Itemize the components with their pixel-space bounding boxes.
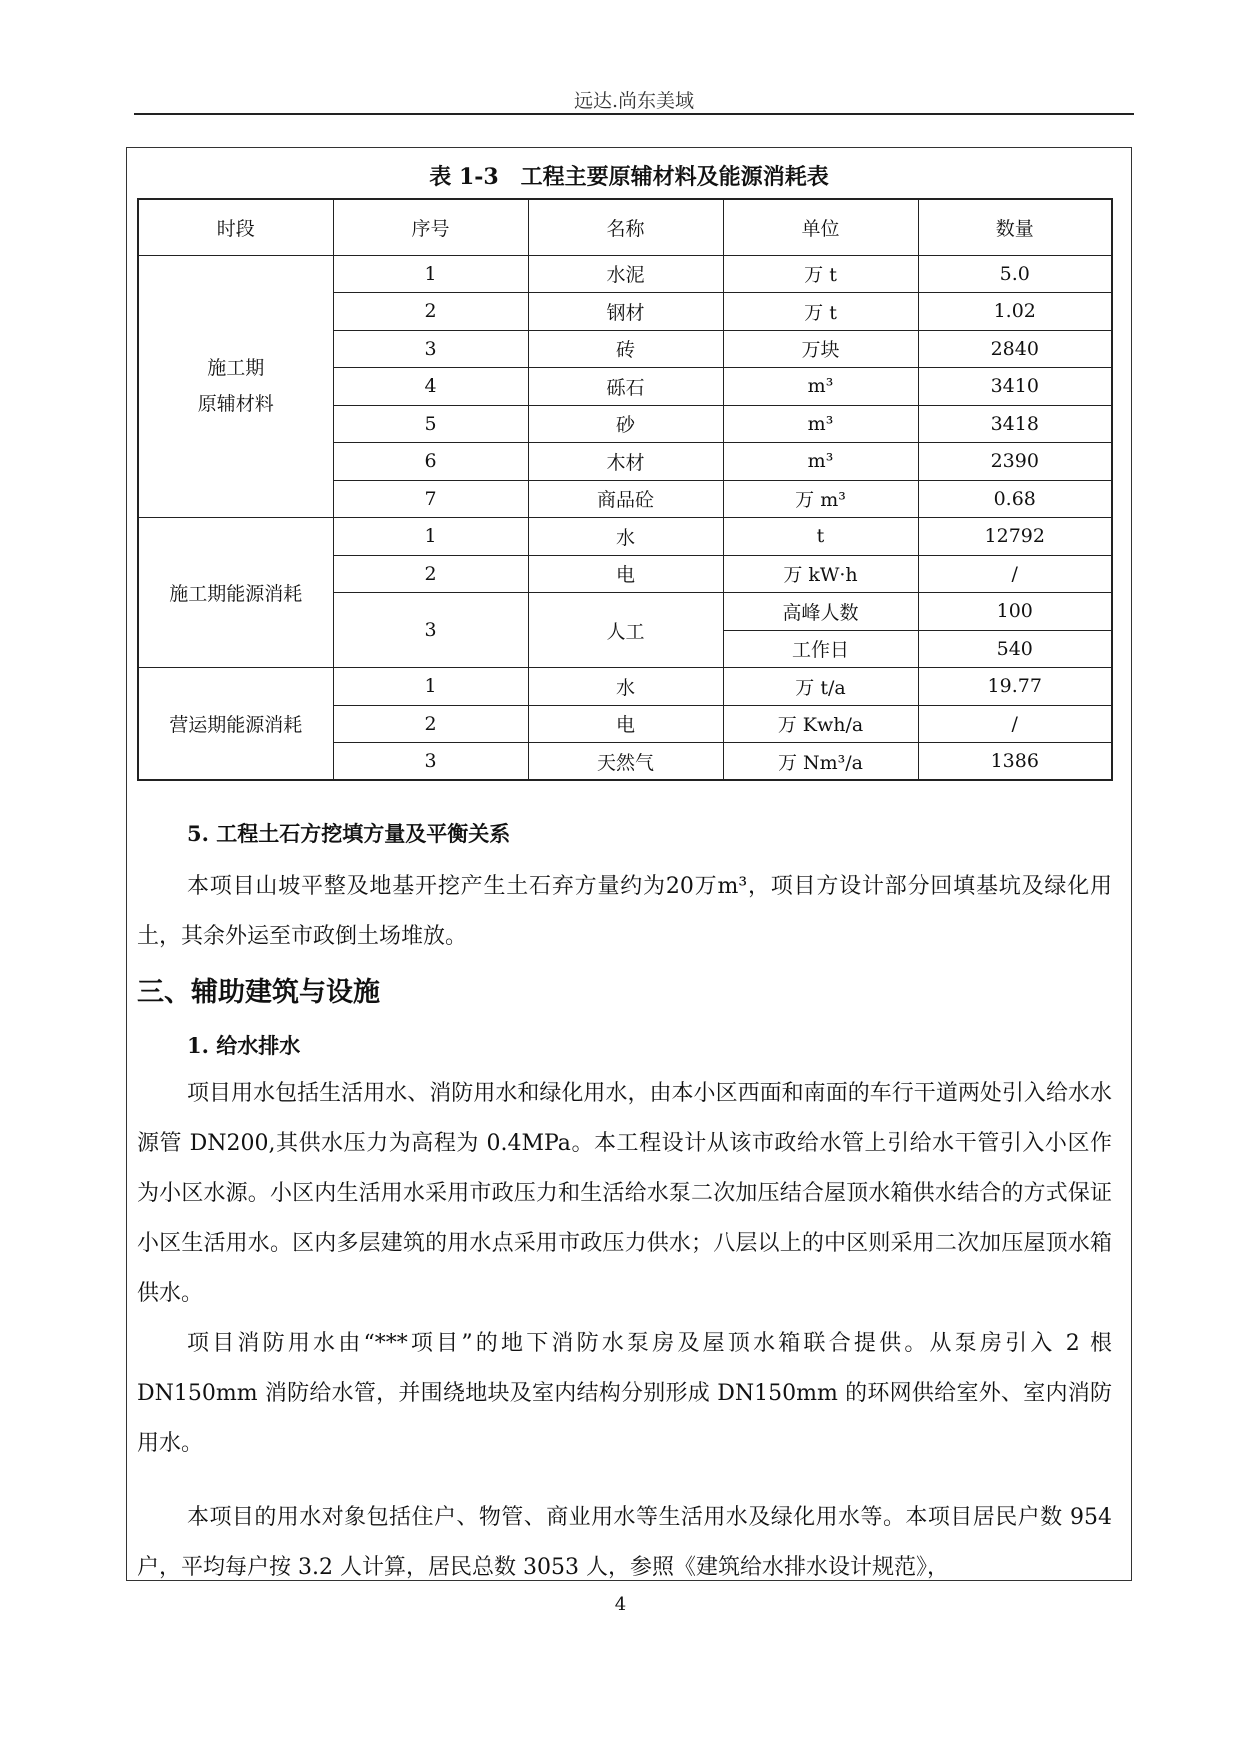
item-unit: 万块 — [723, 330, 918, 368]
row-number: 1 — [333, 668, 528, 706]
header-rule — [134, 113, 1134, 115]
item-unit: m³ — [723, 443, 918, 481]
column-header: 时段 — [138, 199, 333, 255]
group-label-construction-energy: 施工期能源消耗 — [138, 518, 333, 668]
item-name: 电 — [528, 555, 723, 593]
materials-energy-table — [137, 198, 1113, 781]
section-5-heading: 5. 工程土石方挖填方量及平衡关系 — [187, 821, 511, 846]
row-number: 2 — [333, 555, 528, 593]
row-number: 5 — [333, 405, 528, 443]
item-name: 砾石 — [528, 368, 723, 406]
column-header: 名称 — [528, 199, 723, 255]
item-quantity: 2840 — [918, 330, 1112, 368]
item-name: 天然气 — [528, 743, 723, 781]
row-number: 7 — [333, 480, 528, 518]
item-unit: 万 t/a — [723, 668, 918, 706]
table-row — [138, 518, 1112, 556]
item-quantity: / — [918, 705, 1112, 743]
item-quantity: 19.77 — [918, 668, 1112, 706]
item-quantity: 3410 — [918, 368, 1112, 406]
table-title: 表 1-3 工程主要原辅材料及能源消耗表 — [429, 164, 829, 190]
item-quantity: 0.68 — [918, 480, 1112, 518]
group-label-line: 原辅材料 — [197, 393, 274, 416]
subsection-1-heading: 1. 给水排水 — [187, 1033, 301, 1058]
water-supply-paragraph: 项目用水包括生活用水、消防用水和绿化用水，由本小区西面和南面的车行干道两处引入给水水源管 DN200,其供水压力为高程为 0.4MPa。本工程设计从该市政给水管上引给水干管引入小区作为小区水源。小区内生活用水采用市政压力和生活给水泵二次加压结合屋顶水箱供水结合的方式保证小区生活用水。区内多层建筑的用水点采用市政压力供水；八层以上的中区则采用二次加压屋顶水箱供水。 — [137, 1081, 1112, 1306]
item-quantity: 1.02 — [918, 293, 1112, 331]
item-unit: m³ — [723, 368, 918, 406]
item-name: 人工 — [528, 593, 723, 668]
row-number: 1 — [333, 518, 528, 556]
item-name: 商品砼 — [528, 480, 723, 518]
running-header: 远达.尚东美域 — [573, 90, 695, 112]
water-users-paragraph: 本项目的用水对象包括住户、物管、商业用水等生活用水及绿化用水等。本项目居民户数 954 户，平均每户按 3.2 人计算，居民总数 3053 人，参照《建筑给水排水设计规范》， — [137, 1505, 1112, 1580]
item-unit: 万 Nm³/a — [723, 743, 918, 781]
table-header-row — [138, 199, 1112, 255]
item-unit: 万 m³ — [723, 480, 918, 518]
item-unit: t — [723, 518, 918, 556]
item-quantity: 1386 — [918, 743, 1112, 781]
item-quantity: 540 — [918, 630, 1112, 668]
item-name: 木材 — [528, 443, 723, 481]
item-name: 钢材 — [528, 293, 723, 331]
item-unit: m³ — [723, 405, 918, 443]
item-unit: 工作日 — [723, 630, 918, 668]
row-number: 3 — [333, 330, 528, 368]
item-quantity: / — [918, 555, 1112, 593]
row-number: 1 — [333, 255, 528, 293]
item-unit: 高峰人数 — [723, 593, 918, 631]
item-name: 砖 — [528, 330, 723, 368]
group-label-construction-materials — [138, 255, 333, 518]
item-name: 水 — [528, 668, 723, 706]
row-number: 4 — [333, 368, 528, 406]
item-unit: 万 t — [723, 255, 918, 293]
item-quantity: 100 — [918, 593, 1112, 631]
row-number: 6 — [333, 443, 528, 481]
item-quantity: 3418 — [918, 405, 1112, 443]
fire-water-paragraph: 项目消防用水由“***项目”的地下消防水泵房及屋顶水箱联合提供。从泵房引入 2 根 DN150mm 消防给水管，并围绕地块及室内结构分别形成 DN150mm 的环网供给室外、室内消防用水。 — [137, 1331, 1112, 1456]
item-unit: 万 t — [723, 293, 918, 331]
item-name: 水泥 — [528, 255, 723, 293]
group-label-line: 施工期 — [207, 357, 265, 380]
table-row — [138, 255, 1112, 293]
item-quantity: 2390 — [918, 443, 1112, 481]
item-unit: 万 Kwh/a — [723, 705, 918, 743]
column-header: 数量 — [918, 199, 1112, 255]
group-label-operation-energy: 营运期能源消耗 — [138, 668, 333, 781]
row-number: 2 — [333, 293, 528, 331]
row-number: 3 — [333, 743, 528, 781]
item-unit: 万 kW·h — [723, 555, 918, 593]
section-3-heading: 三、辅助建筑与设施 — [137, 977, 380, 1008]
item-quantity: 5.0 — [918, 255, 1112, 293]
item-name: 水 — [528, 518, 723, 556]
section-5-paragraph: 本项目山坡平整及地基开挖产生土石弃方量约为20万m³，项目方设计部分回填基坑及绿化用土，其余外运至市政倒土场堆放。 — [137, 874, 1112, 949]
row-number: 3 — [333, 593, 528, 668]
column-header: 单位 — [723, 199, 918, 255]
column-header: 序号 — [333, 199, 528, 255]
page-number: 4 — [614, 1594, 627, 1615]
item-name: 砂 — [528, 405, 723, 443]
item-name: 电 — [528, 705, 723, 743]
item-quantity: 12792 — [918, 518, 1112, 556]
table-row — [138, 668, 1112, 706]
row-number: 2 — [333, 705, 528, 743]
